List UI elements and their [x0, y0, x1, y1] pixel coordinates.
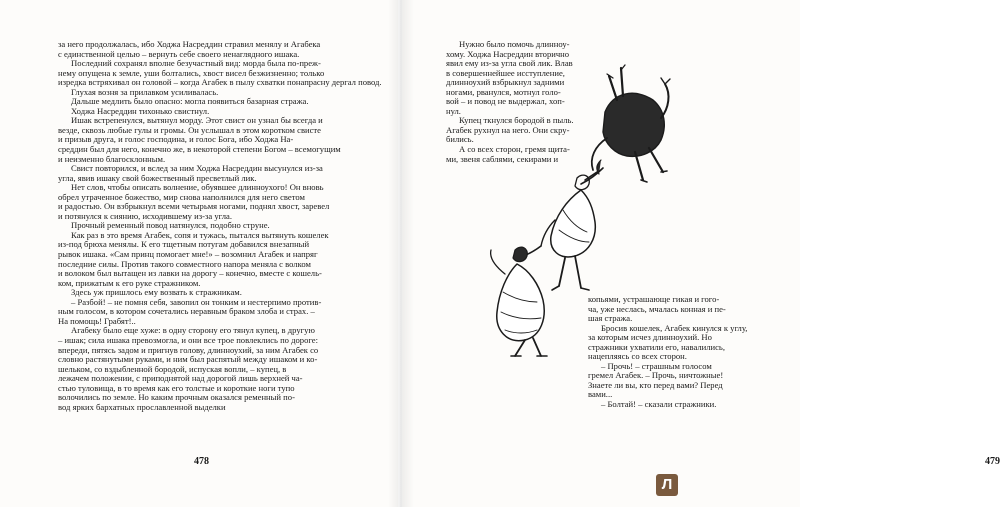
left-page [0, 0, 398, 507]
text-line: вой – и повод не выдержал, хоп- [446, 96, 565, 107]
text-line: Нет слов, чтобы описать волнение, обуявшее длинноухого! Он вновь [71, 182, 324, 193]
text-line: в совершеннейшее исступление, [446, 67, 565, 78]
text-line: длинноухий взбрыкнул задними [446, 77, 565, 88]
text-line: ком, прижатым к его руке стражником. [58, 277, 201, 288]
text-line: Купец ткнулся бородой в пыль. [459, 115, 574, 126]
text-line: ным голосом, в котором сочетались неравным браком злоба и страх. – [58, 306, 315, 317]
text-line: Прочный ременный повод натянулся, подобно струне. [71, 220, 270, 231]
text-line: за которым исчез длинноухий. Но [588, 332, 712, 343]
text-line: ча, уже неслась, мчалась конная и пе- [588, 303, 726, 314]
text-line: Агабек рухнул на него. Они скру- [446, 124, 570, 135]
text-line: Агабеку было еще хуже: в одну сторону его тянул купец, в другую [71, 325, 315, 336]
text-line: Дальше медлить было опасно: могла появиться базарная стража. [71, 96, 309, 107]
publisher-logo-badge: Л [656, 474, 678, 496]
text-line: Ишак встрепенулся, вытянул морду. Этот свист он узнал бы всегда и [71, 115, 323, 126]
text-line: Глухая возня за прилавком усиливалась. [71, 86, 219, 97]
text-line: Последний сохранял вполне безучастный вид: морда была по-преж- [71, 58, 321, 69]
left-page-text [58, 39, 382, 412]
text-line: – Разбой! – не помня себя, завопил он тонким и нестерпимо против- [71, 296, 322, 307]
text-line: нацепляясь со всех сторон. [588, 351, 687, 362]
text-line: А со всех сторон, гремя щита- [459, 144, 570, 155]
text-line: стражники ухватили его, навалились, [588, 341, 725, 352]
text-line: нул. [446, 105, 461, 116]
text-line: лежачем положении, с приподнятой над дорогой лишь верхней ча- [58, 373, 303, 384]
text-line: угла, явив ишаку свой божественный пресветлый лик. [58, 172, 257, 183]
text-line: – Болтай! – сказали стражники. [601, 399, 717, 410]
text-line: среддин был для него, конечно же, в некоторой степени Богом – всемогущим [58, 144, 341, 155]
text-line: копьями, устрашающе гикая и гого- [588, 294, 720, 304]
donkey-tug-illustration [485, 60, 675, 360]
text-line: вами... [588, 389, 613, 400]
agabek-figure [541, 172, 597, 290]
text-line: из-под брюха менялы. К его тщетным потугам добавился внезапный [58, 239, 310, 250]
left-page-number: 478 [194, 456, 209, 467]
text-line: впереди, пятясь задом и пригнув голову, длинноухий, за ним Агабек со [58, 344, 319, 355]
text-line: Нужно было помочь длинноу- [459, 39, 570, 49]
text-line: Свист повторился, и вслед за ним Ходжа Насреддин высунулся из-за [71, 163, 323, 174]
text-line: гремел Агабек. – Прочь, ничтожные! [588, 370, 724, 381]
text-line: вод ярких бархатных прославленной выделки [58, 401, 226, 412]
text-line: изредка встряхивал он головой – когда Агабек в пылу схватки понапрасну дергал повод. [58, 77, 382, 88]
text-line: и радостью. Он взбрыкнул всеми четырьмя ногами, поднял хвост, заревел [58, 201, 330, 212]
text-line: и волоком был вытащен из лавки на дорогу – конечно, вместе с кошель- [58, 268, 322, 279]
text-line: хому. Ходжа Насреддин вторично [446, 48, 570, 59]
text-line: ногами, рванулся, мотнул голо- [446, 86, 561, 97]
text-line: стью туловища, в то время как его толстые и короткие ноги тупо [58, 382, 295, 393]
text-line: везде, сквозь любые гулы и громы. Он услышал в этом коротком свисте [58, 124, 321, 135]
right-page-number: 479 [985, 456, 1000, 467]
text-line: словно растянутыми руками, и ним был распятый между ишаком и ко- [58, 354, 318, 365]
text-line: обрел утраченное божество, мир снова наполнился для него светом [58, 191, 305, 202]
merchant-figure [491, 246, 547, 356]
text-line: за него продолжалась, ибо Ходжа Насреддин стравил менялу и Агабека [58, 39, 321, 49]
text-line: рывок ишака. «Сам принц помогает мне!» – возомнил Агабек и напряг [58, 249, 318, 260]
text-line: нему опущена к земле, уши болтались, хвост висел безжизненно; только [58, 67, 325, 78]
text-line: ми, звеня саблями, секирами и [446, 153, 559, 164]
text-line: Бросив кошелек, Агабек кинулся к углу, [601, 322, 748, 333]
text-line: и потянулся к сиянию, исходившему из-за угла. [58, 210, 232, 221]
text-line: последние силы. Против такого совместного напора меняла с волком [58, 258, 311, 269]
text-line: волочились по земле. Но каким прочным оказался ременный по- [58, 392, 295, 403]
donkey-figure [592, 65, 670, 182]
text-line: бились. [446, 134, 474, 145]
text-line: Знаете ли вы, кто перед вами? Перед [588, 379, 723, 390]
text-line: – Прочь! – страшным голосом [601, 360, 712, 371]
text-line: Ходжа Насреддин тихонько свистнул. [71, 105, 210, 116]
text-line: Как раз в это время Агабек, сопя и тужась, пытался вытянуть кошелек [71, 229, 329, 240]
text-line: шая стража. [588, 313, 633, 324]
text-line: – ишак; сила ишака превозмогла, и они все трое повлеклись по дороге: [58, 334, 319, 345]
text-line: На помощь! Грабят!.. [58, 315, 136, 326]
text-line: шельком, со вздыбленной бородой, испуская вопли, – купец, в [58, 363, 287, 374]
text-line: и призыв друга, и голос господина, и голос Бога, ибо Ходжа На- [58, 134, 294, 145]
text-line: с единственной целью – вернуть себе своего ненаглядного ишака. [58, 48, 300, 59]
text-line: и неизменно благосклонным. [58, 153, 166, 164]
book-gutter [388, 0, 414, 507]
text-line: явил ему из-за угла свой лик. Влав [446, 58, 573, 69]
text-line: Здесь уж пришлось ему возвать к стражникам. [71, 287, 242, 298]
